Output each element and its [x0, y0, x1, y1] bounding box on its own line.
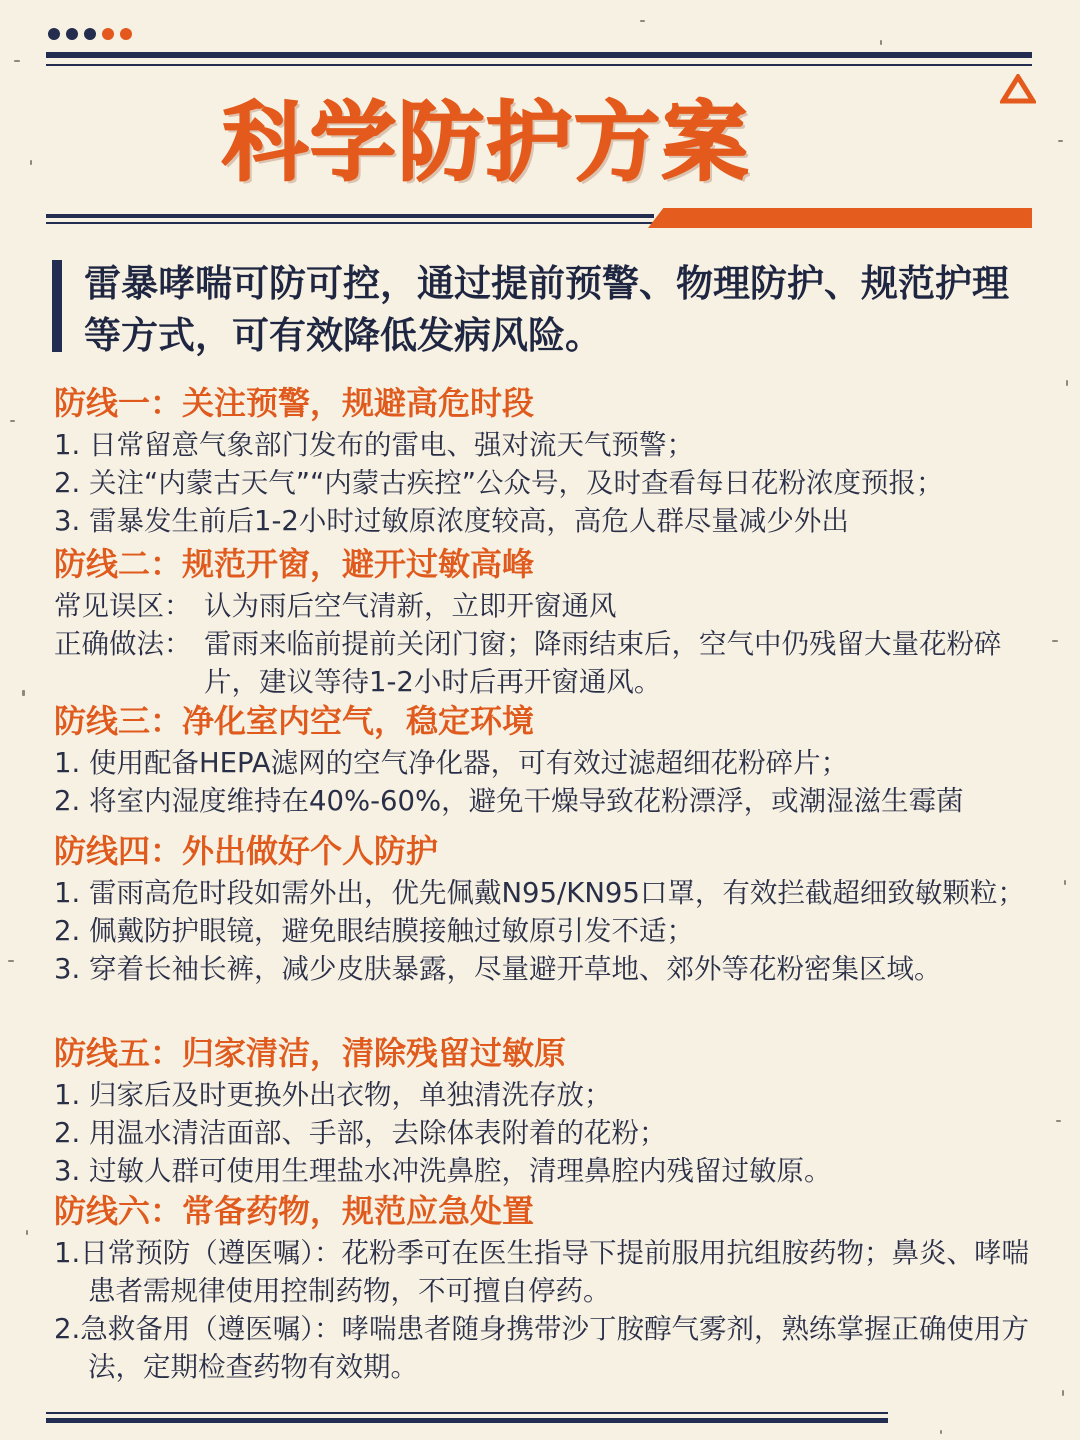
orange-dot: [120, 28, 132, 40]
orange-dot: [102, 28, 114, 40]
section-5: [54, 1032, 1044, 1190]
section-title: 防线六：常备药物，规范应急处置: [54, 1192, 535, 1230]
list-item: 1. 雷雨高危时段如需外出，优先佩戴N95/KN95口罩，有效拦截超细致敏颗粒；: [54, 877, 1025, 909]
navy-dot: [66, 28, 78, 40]
correct-row: [54, 625, 1044, 701]
bottom-rule-thin: [46, 1412, 888, 1414]
correct-text: 雷雨来临前提前关闭门窗；降雨结束后，空气中仍残留大量花粉碎片，建议等待1-2小时后再开窗通风。: [204, 628, 1002, 698]
intro-marker: [52, 260, 62, 352]
warning-triangle-icon: [1000, 74, 1036, 104]
mistake-row: [54, 587, 1044, 625]
list-item: 3. 穿着长袖长裤，减少皮肤暴露，尽量避开草地、郊外等花粉密集区域。: [54, 953, 942, 985]
title-accent-bar: [648, 208, 1032, 228]
mistake-label: 常见误区：: [54, 590, 192, 622]
list-item: 3. 过敏人群可使用生理盐水冲洗鼻腔，清理鼻腔内残留过敏原。: [54, 1155, 832, 1187]
section-title: 防线二：规范开窗，避开过敏高峰: [54, 545, 535, 583]
list-item: 2.急救备用（遵医嘱）：哮喘患者随身携带沙丁胺醇气雾剂，熟练掌握正确使用方法，定期检查药物有效期。: [54, 1313, 1029, 1383]
title-underline-thick: [46, 214, 654, 218]
navy-dot: [84, 28, 96, 40]
list-item: 1. 使用配备HEPA滤网的空气净化器，可有效过滤超细花粉碎片；: [54, 747, 849, 779]
section-2: [54, 543, 1044, 701]
list-item: 1. 日常留意气象部门发布的雷电、强对流天气预警；: [54, 429, 694, 461]
section-title: 防线四：外出做好个人防护: [54, 832, 439, 870]
top-rule-thin: [46, 64, 1032, 66]
header-dots: [48, 28, 132, 40]
list-item: 2. 关注“内蒙古天气”“内蒙古疾控”公众号，及时查看每日花粉浓度预报；: [54, 467, 944, 499]
list-item: 2. 用温水清洁面部、手部，去除体表附着的花粉；: [54, 1117, 667, 1149]
list-item: 3. 雷暴发生前后1-2小时过敏原浓度较高，高危人群尽量减少外出: [54, 505, 849, 537]
section-4: [54, 830, 1044, 988]
section-1: [54, 382, 1044, 540]
section-3: [54, 700, 1044, 820]
page-title: 科学防护方案: [222, 93, 750, 193]
intro-text: 雷暴哮喘可防可控，通过提前预警、物理防护、规范护理等方式，可有效降低发病风险。: [84, 262, 1009, 357]
list-item: 2. 将室内湿度维持在40%-60%，避免干燥导致花粉漂浮，或潮湿滋生霉菌: [54, 785, 964, 817]
section-6: [54, 1190, 1044, 1386]
mistake-text: 认为雨后空气清新，立即开窗通风: [204, 590, 617, 622]
section-title: 防线三：净化室内空气，稳定环境: [54, 702, 535, 740]
top-rule-thick: [46, 52, 1032, 58]
title-underline-thin: [46, 222, 654, 224]
section-title: 防线一：关注预警，规避高危时段: [54, 384, 535, 422]
list-item: 1. 归家后及时更换外出衣物，单独清洗存放；: [54, 1079, 612, 1111]
list-item: 2. 佩戴防护眼镜，避免眼结膜接触过敏原引发不适；: [54, 915, 694, 947]
correct-label: 正确做法：: [54, 628, 192, 660]
bottom-rule-thick: [46, 1418, 888, 1423]
section-title: 防线五：归家清洁，清除残留过敏原: [54, 1034, 567, 1072]
list-item: 1.日常预防（遵医嘱）：花粉季可在医生指导下提前服用抗组胺药物；鼻炎、哮喘患者需规律使用控制药物，不可擅自停药。: [54, 1237, 1029, 1307]
navy-dot: [48, 28, 60, 40]
